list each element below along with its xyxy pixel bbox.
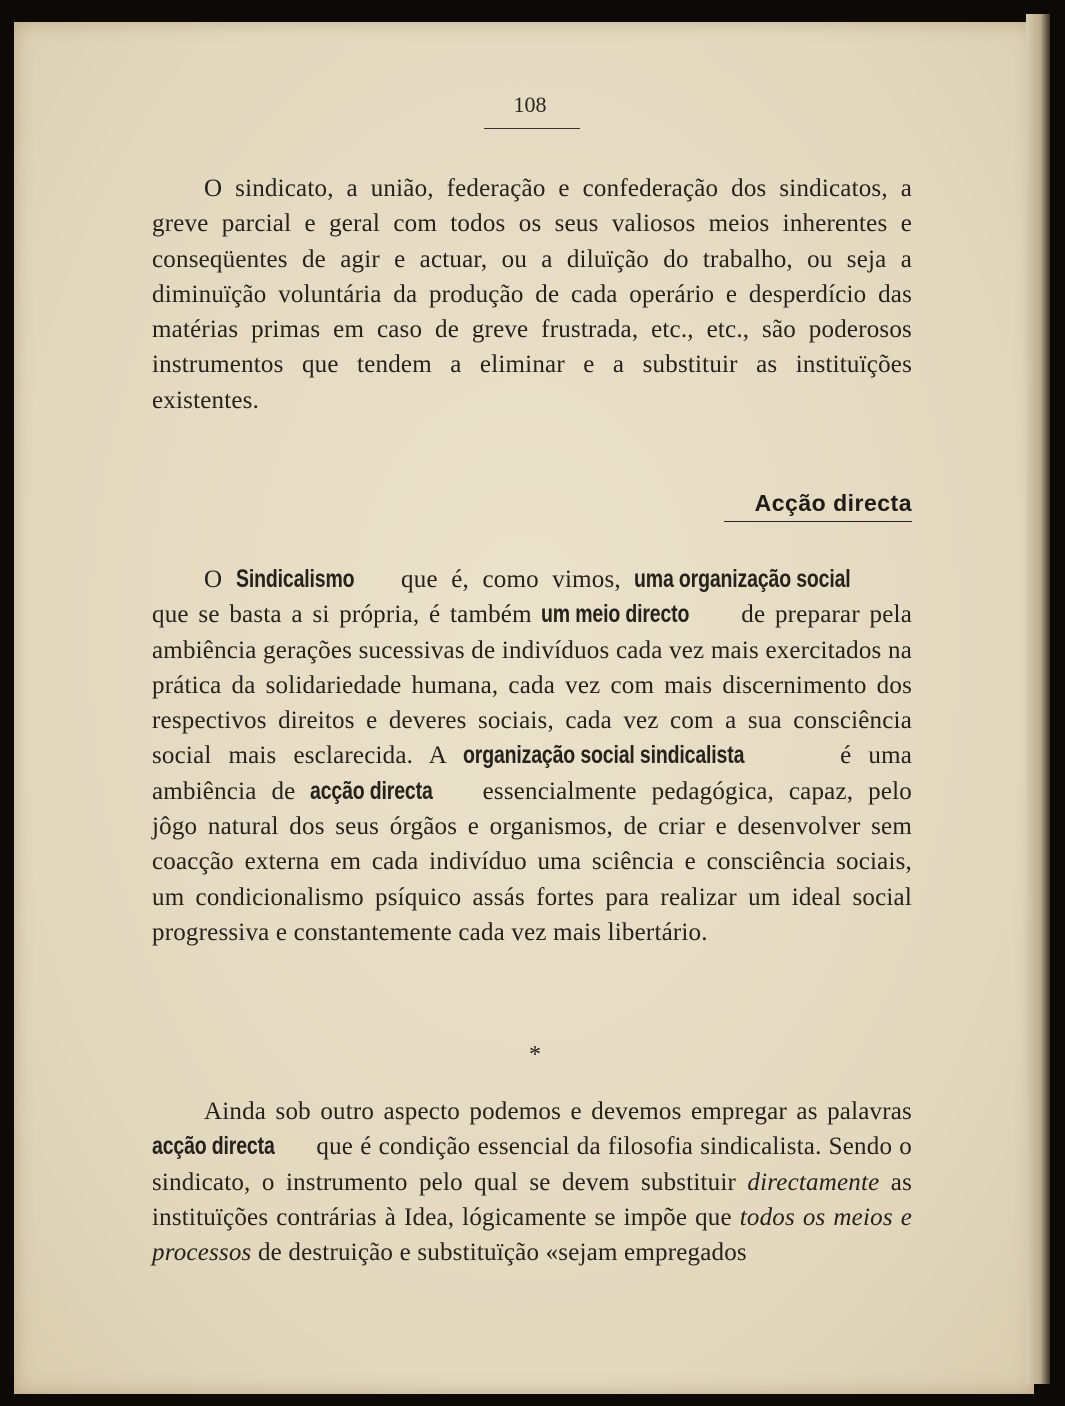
p3-text-1: Ainda sob outro aspecto podemos e devemos empregar as palavras xyxy=(204,1098,912,1125)
page-edge xyxy=(1026,14,1050,1384)
p2-text-2: que é, como vimos, xyxy=(401,566,621,593)
section-separator: * xyxy=(529,1042,541,1068)
p2-emphasis-accao-directa: acção directa xyxy=(310,776,434,805)
p3-text-3: as instituïções contrárias à Idea, lógicamente se impõe que xyxy=(152,1168,913,1231)
p3-italic-directamente: directamente xyxy=(747,1168,880,1196)
p2-text-3: que se basta a si própria, é também xyxy=(152,601,532,629)
p2-emphasis-organizacao-social: uma organização social xyxy=(634,565,851,593)
paragraph-1 xyxy=(152,171,912,418)
p3-text-2: que é condição essencial da filosofia sindicalista. Sendo o sindicato, o instrumento pelo qual se devem substituir xyxy=(152,1133,912,1196)
section-heading: Acção directa xyxy=(754,490,912,516)
p3-text-4: de destruição e substituïção «sejam empregados xyxy=(257,1239,747,1267)
p2-text-1: O xyxy=(204,566,223,593)
paragraph-2 xyxy=(152,562,912,950)
p2-emphasis-meio-directo: um meio directo xyxy=(541,600,690,629)
paragraph-3 xyxy=(152,1094,912,1270)
p2-emphasis-sindicalismo: Sindicalismo xyxy=(235,565,355,593)
p2-text-5: é uma ambiência de xyxy=(152,742,913,805)
paragraph-1-text: O sindicato, a união, federação e confederação dos sindicatos, a greve parcial e geral com todos os seus valiosos meios inherentes e conseqüentes de agir e actuar, ou a diluïção do trabalho, ou seja a diminuïção voluntária da produção de cada operário e desperdício das matérias primas em caso de greve frustrada, etc., etc., são poderosos instrumentos que tendem a eliminar e a substituir as instituïções existentes. xyxy=(152,175,912,414)
p3-italic-meios-processos: todos os meios e processos xyxy=(152,1203,912,1267)
page-number: 108 xyxy=(513,92,547,117)
p3-emphasis-accao-directa: acção directa xyxy=(152,1132,275,1161)
header-rule xyxy=(484,128,580,129)
p2-text-6: essencialmente pedagógica, capaz, pelo jôgo natural dos seus órgãos e organismos, de criar e desenvolver sem coacção externa em cada indivíduo uma sciência e consciência sociais, um condicionalismo psíquico assás fortes para realizar um ideal social progressiva e constantemente cada vez mais libertário. xyxy=(152,777,913,946)
section-heading-rule xyxy=(724,521,912,522)
p2-emphasis-organizacao-sindicalista: organização social sindicalista xyxy=(462,741,744,770)
p2-text-4: de preparar pela ambiência gerações sucessivas de indivíduos cada vez mais exercitados na prática da solidariedade humana, cada vez com mais discernimento dos respectivos direitos e deveres sociais, cada vez com a sua consciência social mais esclarecida. A xyxy=(152,601,912,770)
